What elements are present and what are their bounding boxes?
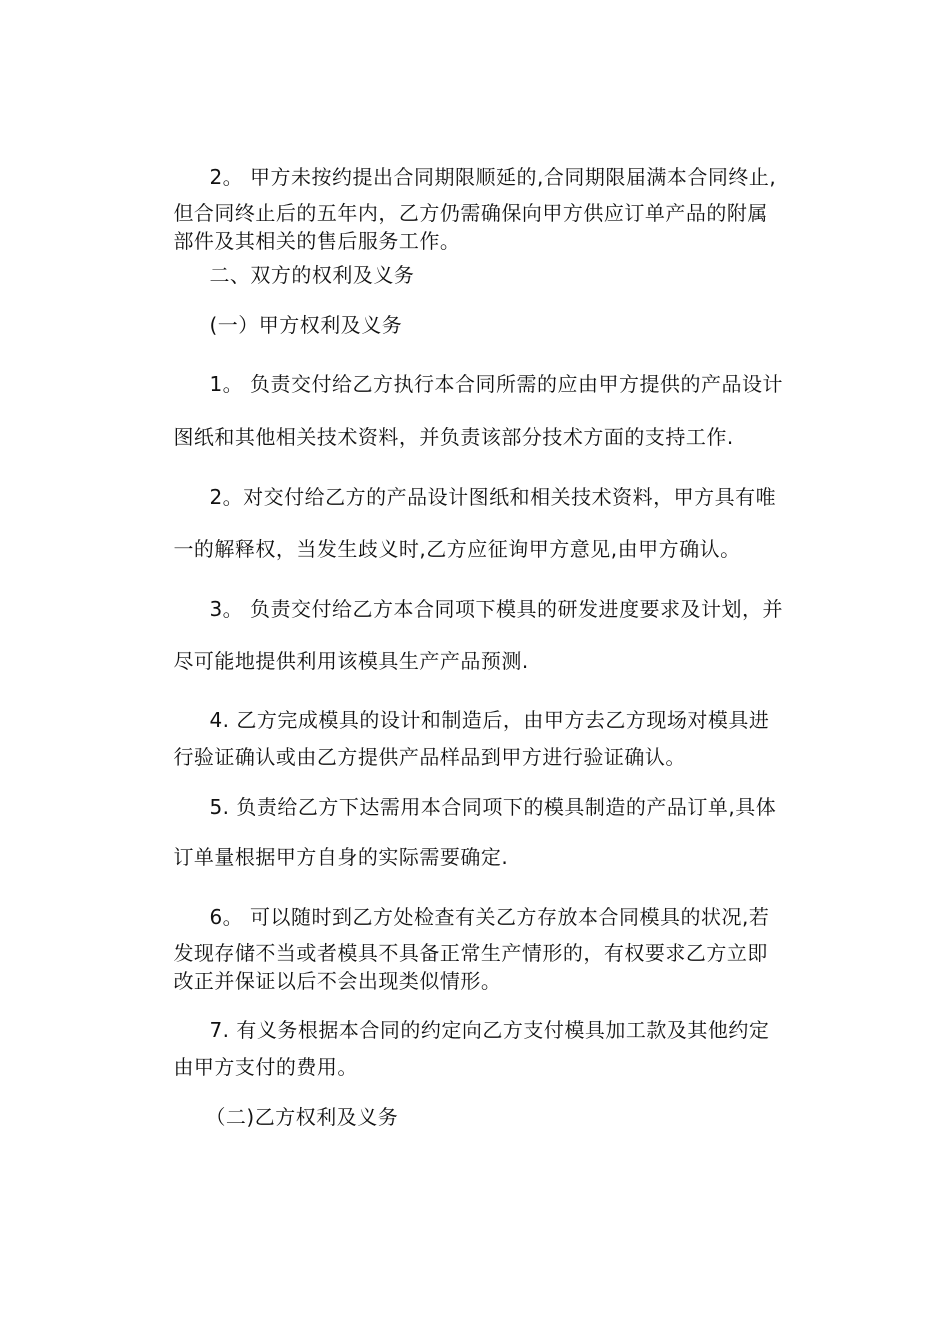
line: 尽可能地提供利用该模具生产产品预测. (173, 649, 529, 673)
line: 一的解释权，当发生歧义时,乙方应征询甲方意见,由甲方确认。 (173, 537, 741, 561)
line: 订单量根据甲方自身的实际需要确定. (173, 845, 509, 869)
line: 图纸和其他相关技术资料，并负责该部分技术方面的支持工作. (173, 425, 734, 449)
line: 发现存储不当或者模具不具备正常生产情形的，有权要求乙方立即 (173, 941, 768, 965)
line: (一）甲方权利及义务 (209, 313, 403, 337)
line: 5. 负责给乙方下达需用本合同项下的模具制造的产品订单,具体 (209, 795, 777, 819)
line: 7. 有义务根据本合同的约定向乙方支付模具加工款及其他约定 (209, 1018, 770, 1042)
line: 6。 可以随时到乙方处检查有关乙方存放本合同模具的状况,若 (209, 905, 770, 929)
line: 改正并保证以后不会出现类似情形。 (173, 969, 502, 993)
line: 4. 乙方完成模具的设计和制造后，由甲方去乙方现场对模具进 (209, 708, 770, 732)
line: 但合同终止后的五年内，乙方仍需确保向甲方供应订单产品的附属 (173, 201, 768, 225)
line: （二)乙方权利及义务 (205, 1105, 399, 1129)
line: 2。 甲方未按约提出合同期限顺延的,合同期限届满本合同终止, (209, 165, 777, 189)
subsection-heading-party-b (178, 1077, 398, 1158)
line: 2。对交付给乙方的产品设计图纸和相关技术资料，甲方具有唯 (209, 485, 777, 509)
line: 二、双方的权利及义务 (209, 263, 415, 287)
line: 3。 负责交付给乙方本合同项下模具的研发进度要求及计划，并 (209, 597, 784, 621)
line: 部件及其相关的售后服务工作。 (173, 229, 461, 253)
line: 行验证确认或由乙方提供产品样品到甲方进行验证确认。 (173, 745, 686, 769)
line: 由甲方支付的费用。 (173, 1055, 358, 1079)
line: 1。 负责交付给乙方执行本合同所需的应由甲方提供的产品设计 (209, 372, 784, 396)
